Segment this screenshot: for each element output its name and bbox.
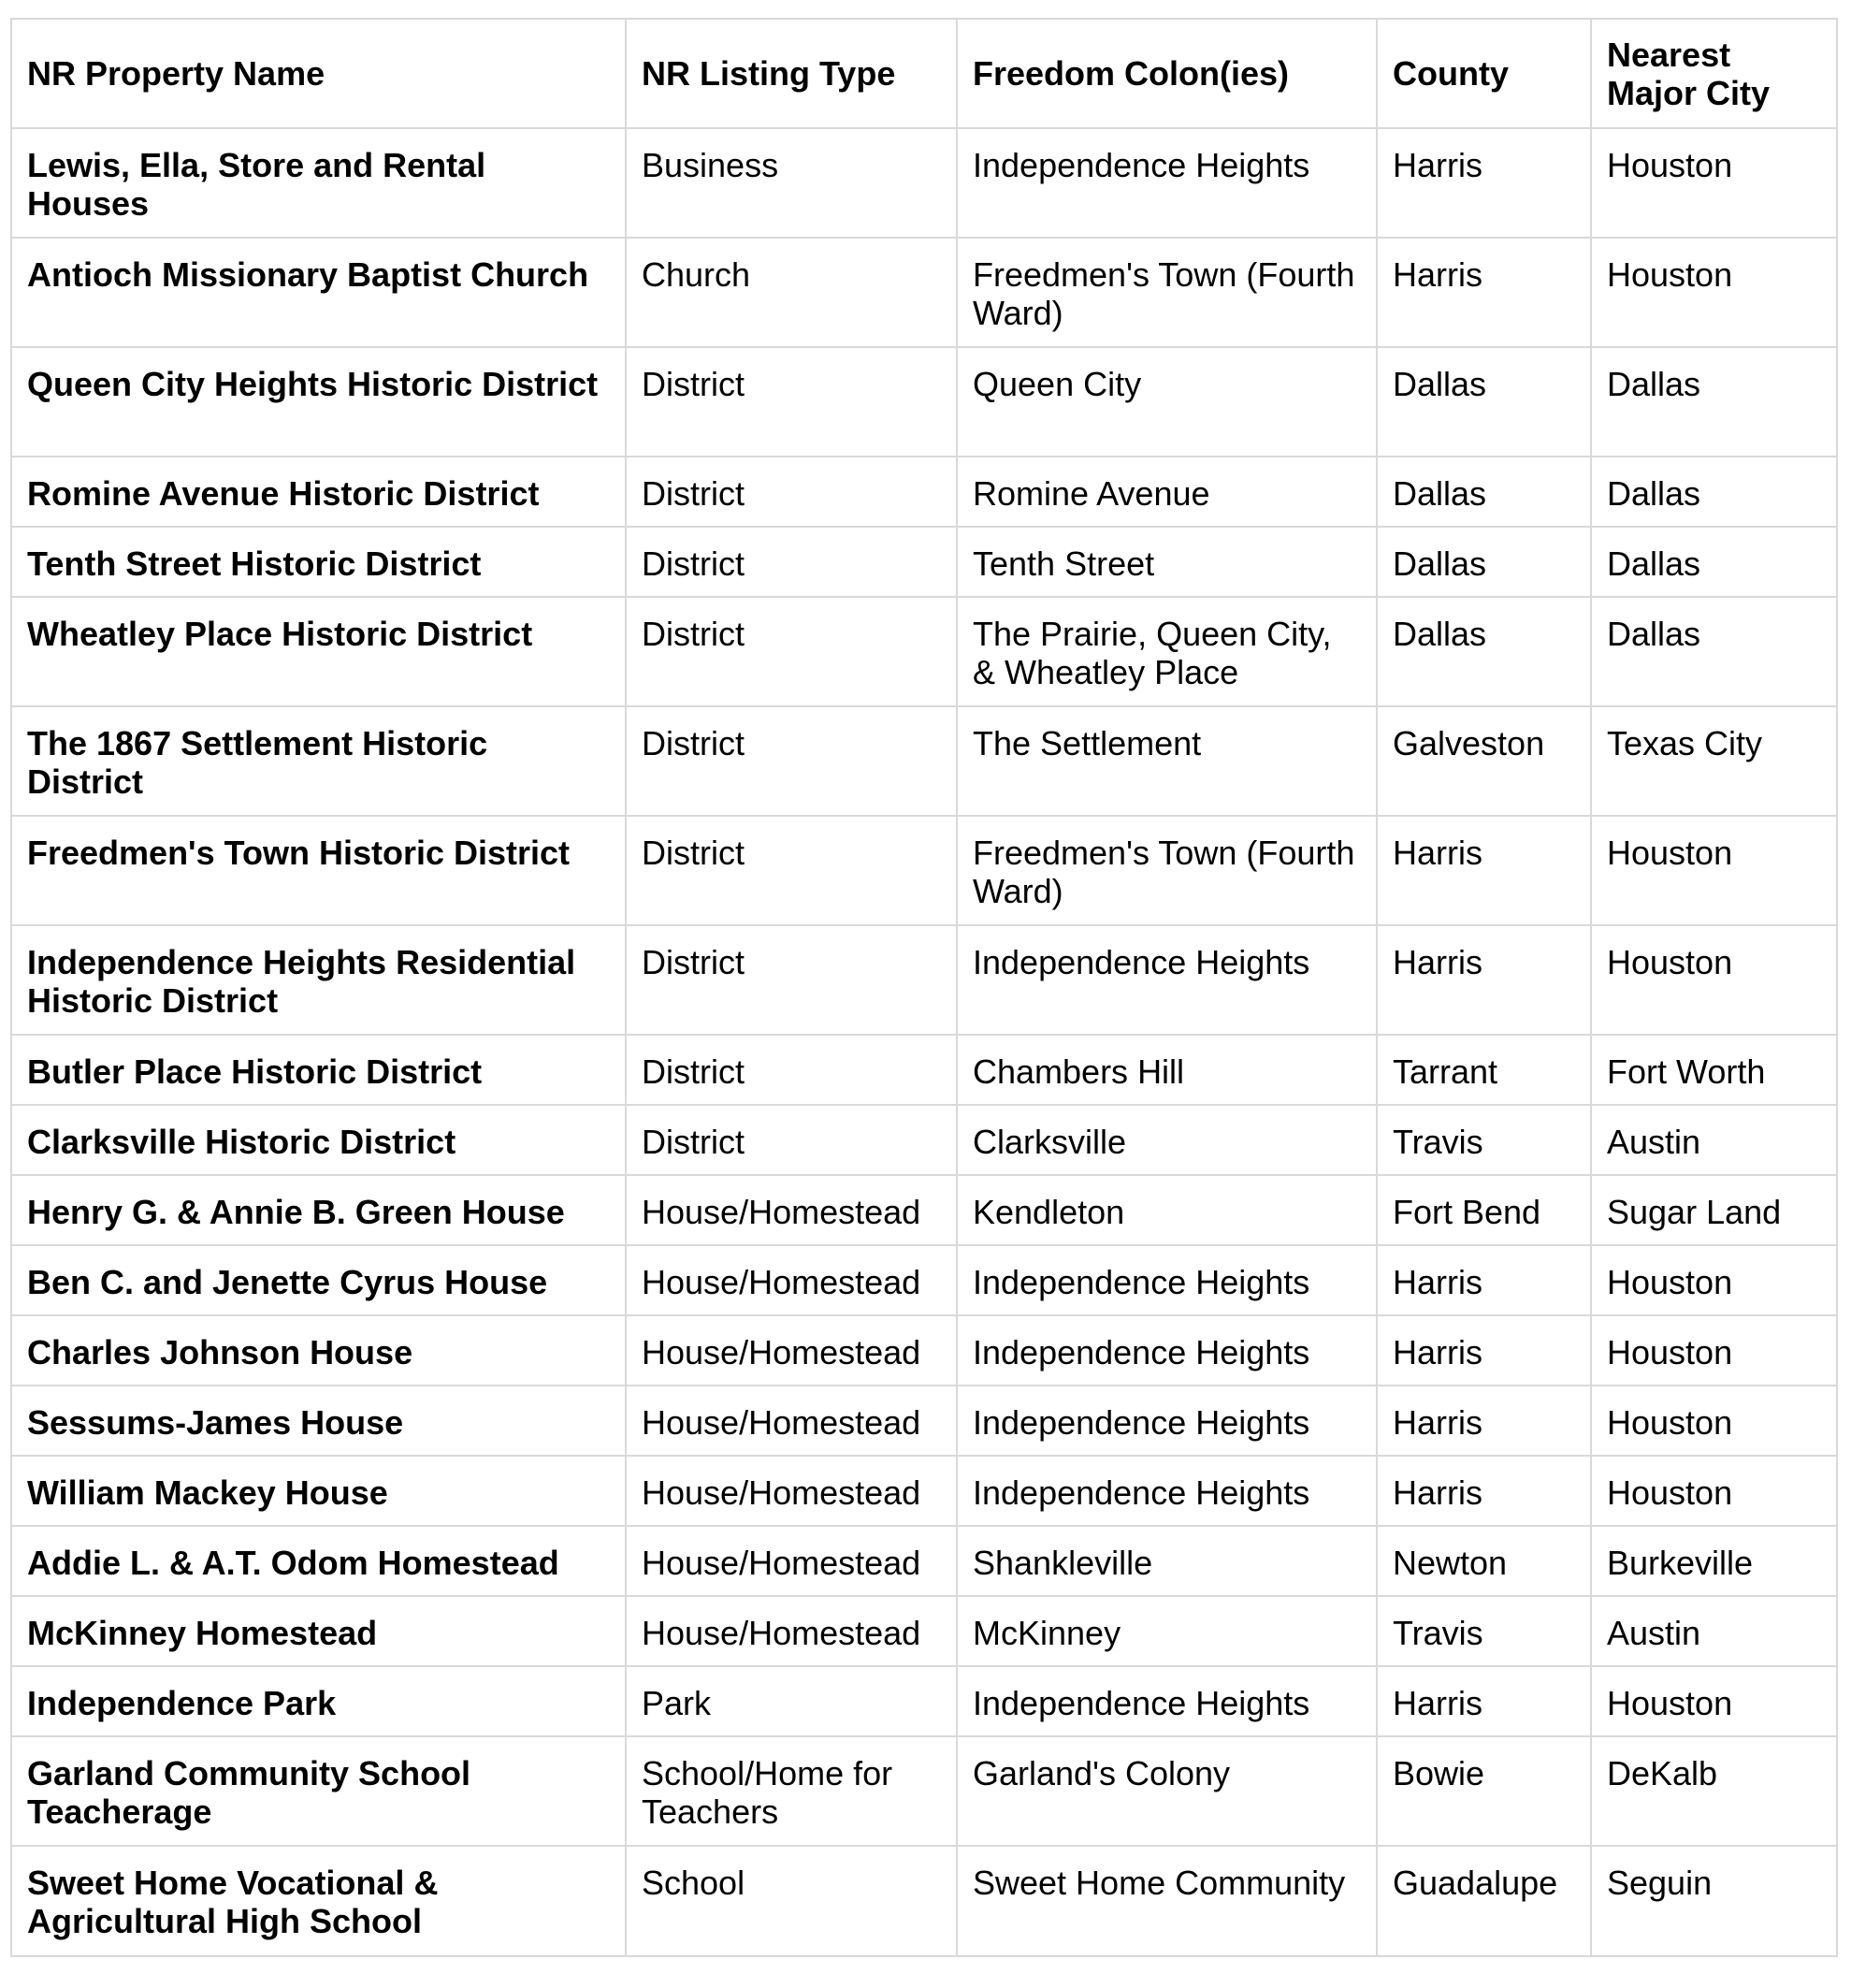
table-row	[11, 457, 1837, 527]
freedom-colony-cell: The Prairie, Queen City, & Wheatley Place	[957, 597, 1377, 706]
table-row	[11, 1846, 1837, 1956]
table-row	[11, 1736, 1837, 1846]
header-property-name: NR Property Name	[11, 19, 626, 128]
listing-type-cell: District	[626, 347, 957, 457]
listing-type-cell: District	[626, 816, 957, 925]
county-cell: Guadalupe	[1377, 1846, 1591, 1956]
freedom-colony-cell: Independence Heights	[957, 1245, 1377, 1315]
listing-type-cell: District	[626, 457, 957, 527]
property-name-cell: Tenth Street Historic District	[11, 527, 626, 597]
freedom-colony-cell: Shankleville	[957, 1526, 1377, 1596]
nearest-city-cell: Houston	[1591, 1245, 1837, 1315]
freedom-colony-cell: Sweet Home Community	[957, 1846, 1377, 1956]
table-row	[11, 1526, 1837, 1596]
county-cell: Harris	[1377, 238, 1591, 347]
listing-type-cell: House/Homestead	[626, 1386, 957, 1456]
property-name-cell: Henry G. & Annie B. Green House	[11, 1175, 626, 1245]
county-cell: Harris	[1377, 925, 1591, 1035]
listing-type-cell: Business	[626, 128, 957, 238]
table-header	[11, 19, 1837, 128]
listing-type-cell: District	[626, 1105, 957, 1175]
county-cell: Harris	[1377, 1386, 1591, 1456]
header-freedom-colonies: Freedom Colon(ies)	[957, 19, 1377, 128]
freedom-colony-cell: Independence Heights	[957, 925, 1377, 1035]
freedom-colony-cell: Freedmen's Town (Fourth Ward)	[957, 238, 1377, 347]
county-cell: Harris	[1377, 1456, 1591, 1526]
table-row	[11, 1035, 1837, 1105]
freedom-colony-cell: Romine Avenue	[957, 457, 1377, 527]
property-name-cell: Sessums-James House	[11, 1386, 626, 1456]
listing-type-cell: School/Home for Teachers	[626, 1736, 957, 1846]
header-row	[11, 19, 1837, 128]
listing-type-cell: House/Homestead	[626, 1315, 957, 1386]
property-name-cell: Ben C. and Jenette Cyrus House	[11, 1245, 626, 1315]
nearest-city-cell: Houston	[1591, 238, 1837, 347]
listing-type-cell: District	[626, 597, 957, 706]
county-cell: Travis	[1377, 1105, 1591, 1175]
property-name-cell: McKinney Homestead	[11, 1596, 626, 1666]
table-row	[11, 1386, 1837, 1456]
county-cell: Harris	[1377, 1245, 1591, 1315]
nearest-city-cell: Sugar Land	[1591, 1175, 1837, 1245]
freedom-colony-cell: Freedmen's Town (Fourth Ward)	[957, 816, 1377, 925]
property-name-cell: William Mackey House	[11, 1456, 626, 1526]
property-name-cell: Antioch Missionary Baptist Church	[11, 238, 626, 347]
property-name-cell: Romine Avenue Historic District	[11, 457, 626, 527]
table-row	[11, 816, 1837, 925]
table-row	[11, 597, 1837, 706]
table-row	[11, 1105, 1837, 1175]
listing-type-cell: Church	[626, 238, 957, 347]
nearest-city-cell: Dallas	[1591, 347, 1837, 457]
nearest-city-cell: Seguin	[1591, 1846, 1837, 1956]
table-row	[11, 706, 1837, 816]
county-cell: Galveston	[1377, 706, 1591, 816]
listing-type-cell: House/Homestead	[626, 1526, 957, 1596]
nearest-city-cell: Dallas	[1591, 527, 1837, 597]
property-name-cell: Queen City Heights Historic District	[11, 347, 626, 457]
table-row	[11, 1666, 1837, 1736]
nearest-city-cell: Houston	[1591, 1386, 1837, 1456]
freedom-colony-cell: Queen City	[957, 347, 1377, 457]
nearest-city-cell: Fort Worth	[1591, 1035, 1837, 1105]
property-name-cell: Freedmen's Town Historic District	[11, 816, 626, 925]
county-cell: Harris	[1377, 128, 1591, 238]
nearest-city-cell: Houston	[1591, 128, 1837, 238]
header-listing-type: NR Listing Type	[626, 19, 957, 128]
table-row	[11, 238, 1837, 347]
property-name-cell: The 1867 Settlement Historic District	[11, 706, 626, 816]
table-row	[11, 1175, 1837, 1245]
listing-type-cell: School	[626, 1846, 957, 1956]
nearest-city-cell: Austin	[1591, 1596, 1837, 1666]
freedom-colony-cell: Chambers Hill	[957, 1035, 1377, 1105]
nearest-city-cell: DeKalb	[1591, 1736, 1837, 1846]
county-cell: Harris	[1377, 1315, 1591, 1386]
table-row	[11, 128, 1837, 238]
nearest-city-cell: Dallas	[1591, 457, 1837, 527]
freedom-colony-cell: Tenth Street	[957, 527, 1377, 597]
freedom-colony-cell: Clarksville	[957, 1105, 1377, 1175]
listing-type-cell: District	[626, 925, 957, 1035]
listing-type-cell: District	[626, 1035, 957, 1105]
county-cell: Bowie	[1377, 1736, 1591, 1846]
header-county: County	[1377, 19, 1591, 128]
county-cell: Travis	[1377, 1596, 1591, 1666]
nearest-city-cell: Houston	[1591, 1666, 1837, 1736]
header-nearest-major-city: Nearest Major City	[1591, 19, 1837, 128]
county-cell: Fort Bend	[1377, 1175, 1591, 1245]
freedom-colony-cell: McKinney	[957, 1596, 1377, 1666]
nearest-city-cell: Austin	[1591, 1105, 1837, 1175]
property-name-cell: Charles Johnson House	[11, 1315, 626, 1386]
property-name-cell: Clarksville Historic District	[11, 1105, 626, 1175]
listing-type-cell: House/Homestead	[626, 1175, 957, 1245]
table-row	[11, 527, 1837, 597]
listing-type-cell: House/Homestead	[626, 1596, 957, 1666]
county-cell: Dallas	[1377, 457, 1591, 527]
table-row	[11, 1315, 1837, 1386]
property-name-cell: Independence Heights Residential Historic District	[11, 925, 626, 1035]
nearest-city-cell: Dallas	[1591, 597, 1837, 706]
freedom-colony-cell: Independence Heights	[957, 1315, 1377, 1386]
nearest-city-cell: Houston	[1591, 925, 1837, 1035]
property-name-cell: Sweet Home Vocational & Agricultural High School	[11, 1846, 626, 1956]
property-name-cell: Butler Place Historic District	[11, 1035, 626, 1105]
county-cell: Harris	[1377, 1666, 1591, 1736]
property-name-cell: Wheatley Place Historic District	[11, 597, 626, 706]
property-name-cell: Addie L. & A.T. Odom Homestead	[11, 1526, 626, 1596]
county-cell: Tarrant	[1377, 1035, 1591, 1105]
county-cell: Dallas	[1377, 347, 1591, 457]
nearest-city-cell: Burkeville	[1591, 1526, 1837, 1596]
freedom-colony-cell: Garland's Colony	[957, 1736, 1377, 1846]
listing-type-cell: Park	[626, 1666, 957, 1736]
table-row	[11, 1596, 1837, 1666]
freedom-colony-cell: Independence Heights	[957, 1666, 1377, 1736]
table-row	[11, 1245, 1837, 1315]
freedom-colony-cell: Independence Heights	[957, 128, 1377, 238]
listing-type-cell: House/Homestead	[626, 1245, 957, 1315]
nearest-city-cell: Houston	[1591, 1456, 1837, 1526]
table-body	[11, 128, 1837, 1956]
table-row	[11, 347, 1837, 457]
freedom-colony-cell: Kendleton	[957, 1175, 1377, 1245]
county-cell: Dallas	[1377, 597, 1591, 706]
nearest-city-cell: Texas City	[1591, 706, 1837, 816]
county-cell: Dallas	[1377, 527, 1591, 597]
property-name-cell: Independence Park	[11, 1666, 626, 1736]
nearest-city-cell: Houston	[1591, 1315, 1837, 1386]
listing-type-cell: House/Homestead	[626, 1456, 957, 1526]
county-cell: Newton	[1377, 1526, 1591, 1596]
county-cell: Harris	[1377, 816, 1591, 925]
freedom-colony-cell: Independence Heights	[957, 1456, 1377, 1526]
freedom-colony-cell: The Settlement	[957, 706, 1377, 816]
table-row	[11, 925, 1837, 1035]
property-name-cell: Lewis, Ella, Store and Rental Houses	[11, 128, 626, 238]
table-row	[11, 1456, 1837, 1526]
freedom-colony-cell: Independence Heights	[957, 1386, 1377, 1456]
listing-type-cell: District	[626, 527, 957, 597]
nr-properties-table	[10, 18, 1838, 1957]
property-name-cell: Garland Community School Teacherage	[11, 1736, 626, 1846]
nearest-city-cell: Houston	[1591, 816, 1837, 925]
listing-type-cell: District	[626, 706, 957, 816]
